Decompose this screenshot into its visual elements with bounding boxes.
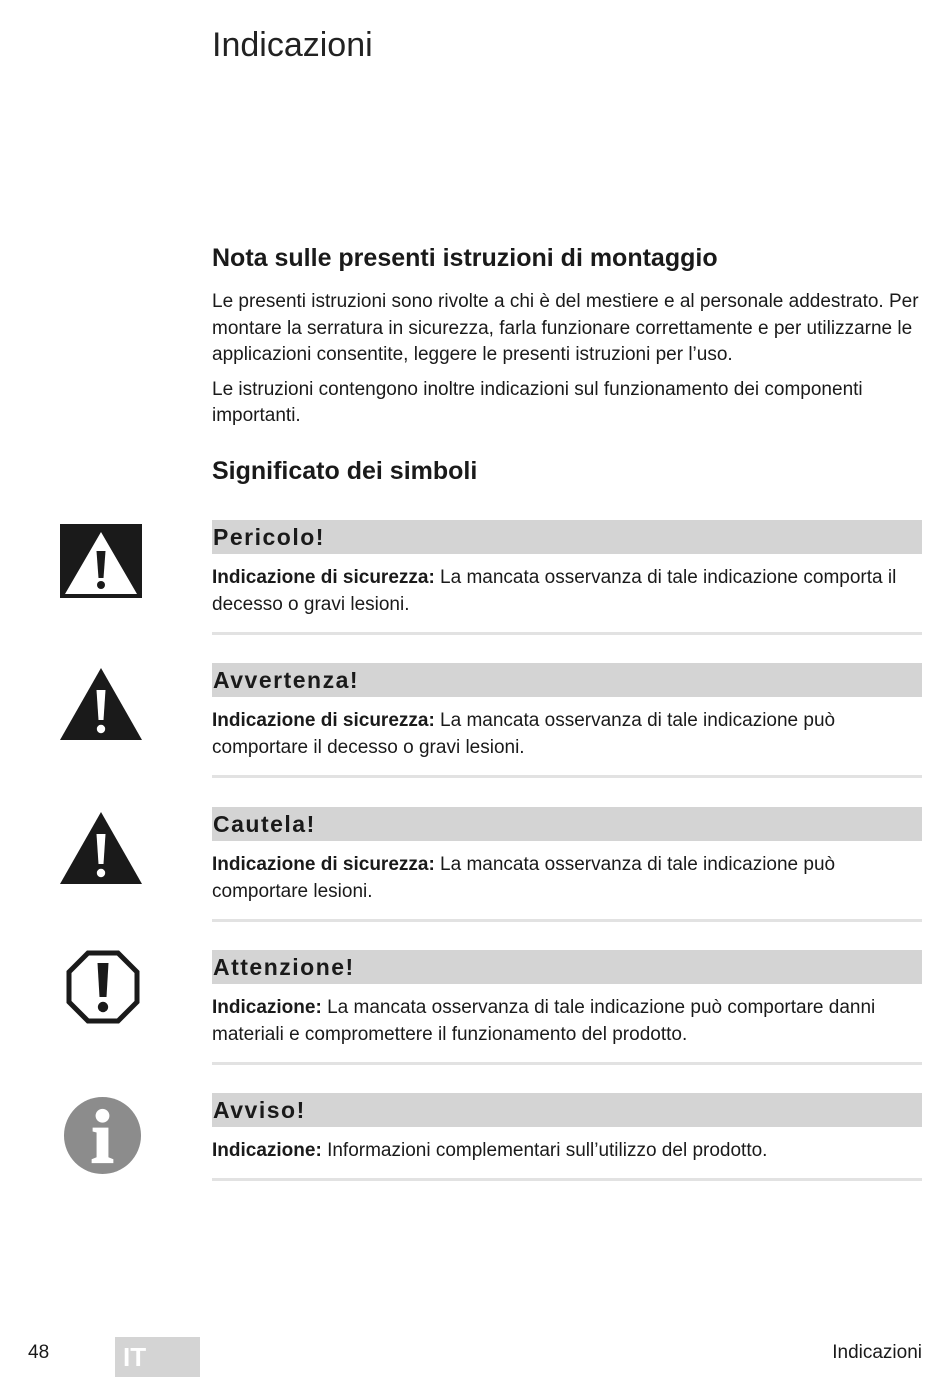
symbols-heading: Significato dei simboli	[212, 457, 478, 485]
notice-divider	[212, 775, 922, 778]
notice-divider	[212, 632, 922, 635]
danger-warning-square-icon	[60, 520, 142, 602]
notice-title: Cautela!	[212, 807, 922, 841]
notice-body: La mancata osservanza di tale indicazione comporta il decesso o gravi lesioni.	[212, 567, 897, 615]
caution-triangle-icon	[60, 808, 142, 890]
notice-text	[212, 564, 922, 632]
notice-divider	[212, 1062, 922, 1065]
intro-text	[212, 289, 924, 438]
notice-title: Avvertenza!	[212, 663, 922, 697]
notice-divider	[212, 1178, 922, 1181]
page-number: 48	[28, 1342, 50, 1363]
intro-paragraph: Le presenti istruzioni sono rivolte a chi è del mestiere e al personale addestrato. Per montare la serratura in sicurezza, farla funzionare correttamente e per utilizzarne le applicazioni consentite, leggere le presenti istruzioni per l’uso.	[212, 291, 919, 365]
notice-text	[212, 851, 922, 919]
notice-divider	[212, 919, 922, 922]
notice-text	[212, 707, 922, 775]
notice-body: La mancata osservanza di tale indicazione può comportare danni materiali e compromettere il funzionamento del prodotto.	[212, 997, 876, 1045]
notice-title: Pericolo!	[212, 520, 922, 554]
notice-title: Avviso!	[212, 1093, 922, 1127]
info-circle-icon	[63, 1096, 142, 1175]
notice-text	[212, 1137, 922, 1178]
attention-octagon-icon	[66, 950, 140, 1024]
intro-paragraph: Le istruzioni contengono inoltre indicazioni sul funzionamento dei componenti importanti.	[212, 378, 863, 426]
notice-avvertenza	[212, 663, 922, 778]
notice-body: Informazioni complementari sull’utilizzo del prodotto.	[321, 1140, 768, 1161]
notice-pericolo	[212, 520, 922, 635]
language-tab: IT	[115, 1337, 200, 1377]
page-title: Indicazioni	[212, 26, 373, 64]
notice-label: Indicazione:	[212, 1140, 322, 1161]
intro-heading: Nota sulle presenti istruzioni di montaggio	[212, 244, 718, 272]
notice-body: La mancata osservanza di tale indicazione può comportare il decesso o gravi lesioni.	[212, 710, 836, 758]
notice-title: Attenzione!	[212, 950, 922, 984]
notice-label: Indicazione di sicurezza:	[212, 567, 435, 588]
notice-label: Indicazione di sicurezza:	[212, 854, 435, 875]
notice-text	[212, 994, 922, 1062]
warning-triangle-icon	[60, 664, 142, 746]
notice-label: Indicazione:	[212, 997, 322, 1018]
footer-section-title: Indicazioni	[832, 1342, 922, 1363]
notice-label: Indicazione di sicurezza:	[212, 710, 435, 731]
notice-avviso	[212, 1093, 922, 1181]
notice-body: La mancata osservanza di tale indicazione può comportare lesioni.	[212, 854, 836, 902]
notice-attenzione	[212, 950, 922, 1065]
notice-cautela	[212, 807, 922, 922]
